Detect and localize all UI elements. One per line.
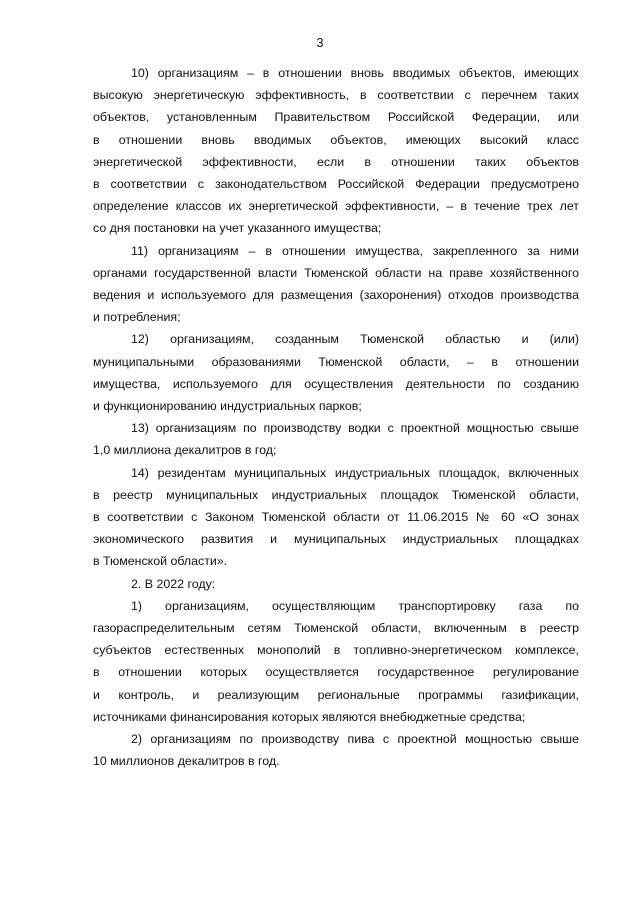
- text-line: в соответствии с Законом Тюменской области от 11.06.2015 № 60 «О зонах: [93, 510, 579, 525]
- text-line: и функционированию индустриальных парков;: [93, 399, 362, 414]
- paragraph: [93, 573, 579, 595]
- text-line: определение классов их энергетической эффективности, – в течение трех лет: [93, 199, 579, 214]
- text-line: 13) организациям по производству водки с проектной мощностью свыше: [131, 421, 579, 436]
- text-line: в соответствии с законодательством Российской Федерации предусмотрено: [93, 177, 579, 192]
- text-line: в отношении которых осуществляется государственное регулирование: [93, 665, 579, 680]
- text-line: объектов, установленным Правительством Российской Федерации, или: [93, 110, 579, 125]
- paragraph: [93, 417, 579, 461]
- text-line: субъектов естественных монополий в топливно-энергетическом комплексе,: [93, 643, 579, 658]
- text-line: со дня постановки на учет указанного имущества;: [93, 221, 382, 236]
- page-number: 3: [316, 36, 324, 50]
- text-line: 2. В 2022 году:: [131, 576, 216, 591]
- text-line: 14) резидентам муниципальных индустриальных площадок, включенных: [131, 465, 579, 480]
- paragraph: [93, 62, 579, 240]
- text-line: 1,0 миллиона декалитров в год;: [93, 443, 277, 458]
- text-line: имущества, используемого для осуществления деятельности по созданию: [93, 376, 579, 391]
- text-line: муниципальными образованиями Тюменской области, – в отношении: [93, 354, 579, 369]
- paragraph: [93, 595, 579, 728]
- text-line: 1) организациям, осуществляющим транспортировку газа по: [131, 598, 579, 613]
- text-line: в реестр муниципальных индустриальных площадок Тюменской области,: [93, 487, 579, 502]
- text-line: ведения и используемого для размещения (захоронения) отходов производства: [93, 288, 579, 303]
- text-line: экономического развития и муниципальных индустриальных площадках: [93, 532, 579, 547]
- text-line: 12) организациям, созданным Тюменской областью и (или): [131, 332, 579, 347]
- paragraph: [93, 328, 579, 417]
- text-line: источниками финансирования которых являются внебюджетные средства;: [93, 709, 526, 724]
- text-line: в отношении вновь вводимых объектов, имеющих высокий класс: [93, 132, 579, 147]
- paragraph: [93, 240, 579, 329]
- text-line: и контроль, и реализующим региональные программы газификации,: [93, 687, 579, 702]
- text-line: высокую энергетическую эффективность, в соответствии с перечнем таких: [93, 88, 579, 103]
- paragraph: [93, 728, 579, 772]
- text-line: органами государственной власти Тюменской области на праве хозяйственного: [93, 265, 579, 280]
- text-line: и потребления;: [93, 310, 181, 325]
- text-line: 11) организациям – в отношении имущества, закрепленного за ними: [131, 243, 579, 258]
- text-line: 10) организациям – в отношении вновь вводимых объектов, имеющих: [131, 66, 579, 80]
- document-body: [93, 62, 579, 773]
- paragraph: [93, 462, 579, 573]
- text-line: газораспределительным сетям Тюменской области, включенным в реестр: [93, 621, 579, 636]
- text-line: 2) организациям по производству пива с проектной мощностью свыше: [131, 732, 579, 747]
- text-line: энергетической эффективности, если в отношении таких объектов: [93, 154, 579, 169]
- text-line: в Тюменской области».: [93, 554, 228, 569]
- text-line: 10 миллионов декалитров в год.: [93, 754, 280, 769]
